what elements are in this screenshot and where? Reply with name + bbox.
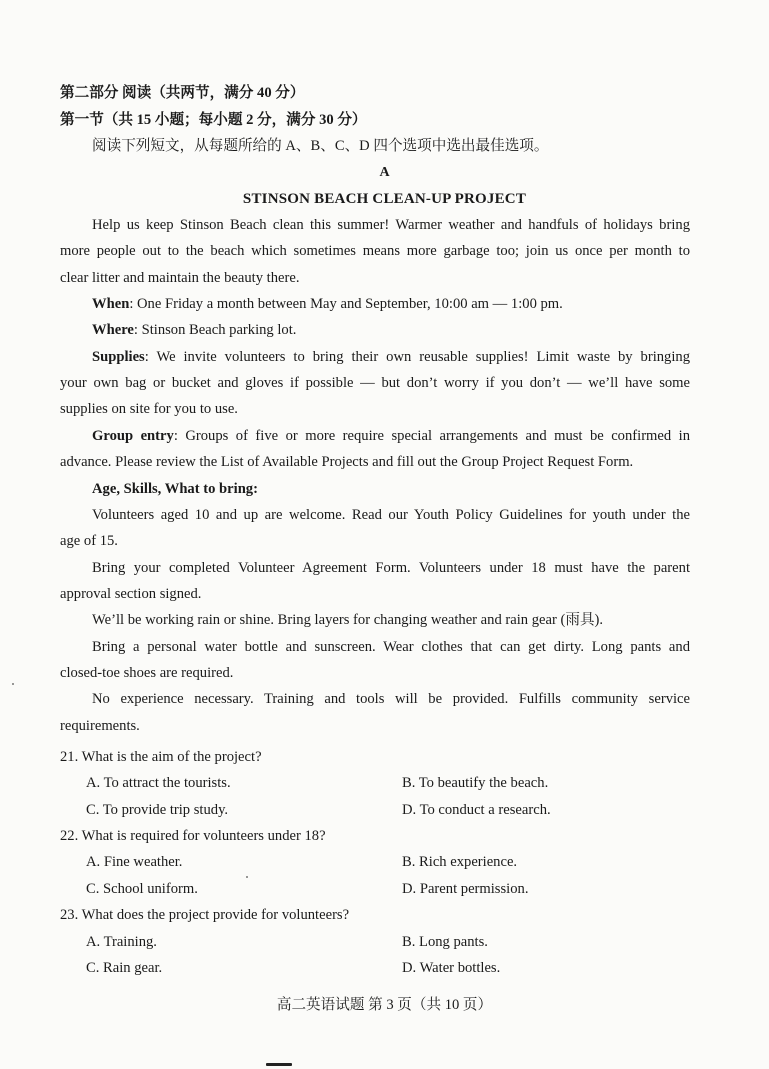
group-entry-line: Group entry: Groups of five or more require special arrangements and must be confirmed in: [92, 428, 691, 444]
rain-line: We’ll be working rain or shine. Bring layers for changing weather and rain gear (雨具).: [92, 612, 604, 628]
question-stem: 22. What is required for volunteers under 18?: [60, 828, 326, 844]
when-label: When: [92, 296, 130, 312]
form-line: approval section signed.: [60, 586, 202, 602]
scan-speck: [12, 683, 14, 685]
passage-letter: A: [379, 165, 390, 180]
question-stem: 21. What is the aim of the project?: [60, 749, 262, 765]
group-entry-line: advance. Please review the List of Available Projects and fill out the Group Project Request Form.: [60, 454, 634, 470]
supplies-line: Supplies: We invite volunteers to bring their own reusable supplies! Limit waste by bringing: [92, 349, 690, 365]
option-c: C. To provide trip study.: [86, 802, 229, 818]
where-line: [92, 320, 690, 340]
option-a: A. Training.: [86, 934, 157, 950]
option-b: B. Long pants.: [402, 934, 488, 950]
age-line: age of 15.: [60, 533, 118, 549]
bottle-line: closed-toe shoes are required.: [60, 665, 234, 681]
option-c: C. School uniform.: [86, 881, 198, 897]
option-a: A. To attract the tourists.: [86, 775, 231, 791]
instruction-text: 阅读下列短文，从每题所给的 A、B、C、D 四个选项中选出最佳选项。: [92, 138, 549, 154]
part-title: 第二部分 阅读（共两节，满分 40 分）: [60, 85, 305, 101]
subsection-title: 第一节（共 15 小题；每小题 2 分，满分 30 分）: [60, 112, 367, 128]
option-b: B. To beautify the beach.: [402, 775, 549, 791]
age-heading: Age, Skills, What to bring:: [92, 481, 258, 497]
age-line: Volunteers aged 10 and up are welcome. Read our Youth Policy Guidelines for youth under the: [92, 507, 690, 523]
experience-line: No experience necessary. Training and tools will be provided. Fulfills community service: [92, 691, 690, 707]
intro-line: Help us keep Stinson Beach clean this summer! Warmer weather and handfuls of holidays bring: [92, 217, 690, 233]
page-footer: 高二英语试题 第 3 页（共 10 页）: [276, 997, 493, 1013]
scan-speck: [246, 876, 248, 878]
experience-line: requirements.: [60, 718, 140, 734]
supplies-line: your own bag or bucket and gloves if possible — but don’t worry if you don’t — we’ll have some: [60, 375, 690, 391]
option-d: D. To conduct a research.: [402, 802, 551, 818]
intro-line: more people out to the beach which sometimes means more garbage too; join us once per month to: [60, 243, 690, 259]
supplies-label: Supplies: [92, 349, 145, 365]
bottle-line: Bring a personal water bottle and sunscreen. Wear clothes that can get dirty. Long pants and: [92, 639, 690, 655]
supplies-line: supplies on site for you to use.: [60, 401, 238, 417]
form-line: Bring your completed Volunteer Agreement Form. Volunteers under 18 must have the parent: [92, 560, 690, 576]
option-d: D. Parent permission.: [402, 881, 529, 897]
where-text: : Stinson Beach parking lot.: [133, 322, 297, 338]
when-line: [92, 294, 690, 314]
option-d: D. Water bottles.: [402, 960, 501, 976]
option-a: A. Fine weather.: [86, 854, 183, 870]
group-entry-label: Group entry: [92, 428, 174, 444]
where-label: Where: [92, 322, 134, 338]
question-stem: 23. What does the project provide for volunteers?: [60, 907, 350, 923]
when-text: : One Friday a month between May and September, 10:00 am — 1:00 pm.: [129, 296, 563, 312]
binding-mark: [266, 1063, 292, 1066]
option-b: B. Rich experience.: [402, 854, 518, 870]
option-c: C. Rain gear.: [86, 960, 163, 976]
intro-line: clear litter and maintain the beauty there.: [60, 270, 300, 286]
passage-title: STINSON BEACH CLEAN-UP PROJECT: [242, 191, 527, 207]
